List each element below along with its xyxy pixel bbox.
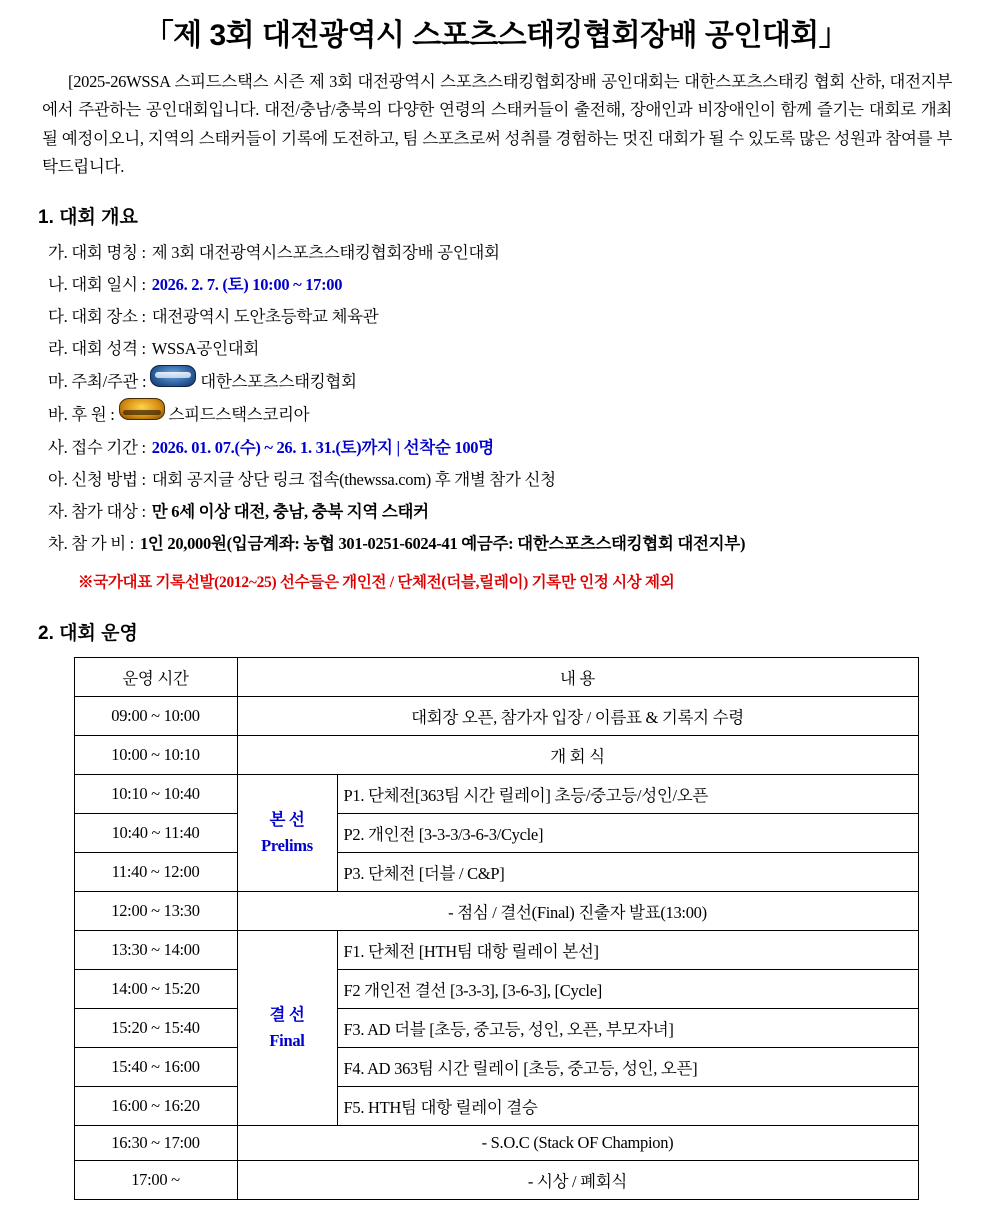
phase-final-kr: 결 선	[269, 1004, 305, 1024]
table-row	[74, 970, 918, 1009]
schedule-time-2: 10:10 ~ 10:40	[74, 775, 237, 814]
overview-label-3: 라. 대회 성격 :	[48, 339, 146, 359]
overview-value-8: 만 6세 이상 대전, 충남, 충북 지역 스태커	[151, 501, 429, 521]
overview-value-7: 대회 공지글 상단 링크 접속(thewssa.com) 후 개별 참가 신청	[151, 469, 556, 489]
eligibility-note: ※국가대표 기록선발(2012~25) 선수들은 개인전 / 단체전(더블,릴레이) 기록만 인정 시상 제외	[78, 574, 675, 592]
phase-label-prelims	[237, 775, 337, 892]
table-row	[74, 1161, 918, 1200]
table-row	[74, 931, 918, 970]
speedstacks-logo-icon	[119, 398, 165, 420]
schedule-time-0: 09:00 ~ 10:00	[74, 697, 237, 736]
schedule-time-10: 16:00 ~ 16:20	[74, 1087, 237, 1126]
overview-value-6: 2026. 01. 07.(수) ~ 26. 1. 31.(토)까지 | 선착순 100명	[151, 437, 494, 457]
overview-label-8: 자. 참가 대상 :	[48, 501, 146, 521]
list-item	[48, 269, 958, 301]
list-item	[48, 333, 958, 365]
schedule-time-7: 14:00 ~ 15:20	[74, 970, 237, 1009]
overview-label-4: 마. 주최/주관 :	[48, 372, 147, 392]
schedule-desc-2: P1. 단체전[363팀 시간 릴레이] 초등/중고등/성인/오픈	[337, 775, 918, 814]
overview-value-0: 제 3회 대전광역시스포츠스태킹협회장배 공인대회	[151, 242, 500, 262]
table-row	[74, 697, 918, 736]
schedule-desc-3: P2. 개인전 [3-3-3/3-6-3/Cycle]	[337, 814, 918, 853]
section-2-heading: 2. 대회 운영	[38, 623, 138, 645]
list-item	[48, 464, 958, 496]
table-row	[74, 775, 918, 814]
schedule-time-11: 16:30 ~ 17:00	[74, 1126, 237, 1161]
phase-prelims-kr: 본 선	[269, 809, 305, 829]
schedule-desc-4: P3. 단체전 [더블 / C&P]	[337, 853, 918, 892]
phase-final-en: Final	[269, 1031, 305, 1051]
wssa-logo-icon	[150, 365, 196, 387]
overview-label-7: 아. 신청 방법 :	[48, 469, 146, 489]
phase-prelims-en: Prelims	[261, 836, 313, 856]
schedule-desc-11: - S.O.C (Stack OF Champion)	[237, 1126, 918, 1161]
list-item	[48, 301, 958, 333]
table-row	[74, 1009, 918, 1048]
schedule-desc-8: F3. AD 더블 [초등, 중고등, 성인, 오픈, 부모자녀]	[337, 1009, 918, 1048]
section-1-heading: 1. 대회 개요	[38, 206, 138, 228]
schedule-time-9: 15:40 ~ 16:00	[74, 1048, 237, 1087]
schedule-desc-5: - 점심 / 결선(Final) 진출자 발표(13:00)	[237, 892, 918, 931]
table-row	[74, 1087, 918, 1126]
schedule-desc-12: - 시상 / 폐회식	[237, 1161, 918, 1200]
schedule-desc-6: F1. 단체전 [HTH팀 대항 릴레이 본선]	[337, 931, 918, 970]
table-row	[74, 1048, 918, 1087]
schedule-desc-9: F4. AD 363팀 시간 릴레이 [초등, 중고등, 성인, 오픈]	[337, 1048, 918, 1087]
list-item	[48, 398, 958, 431]
overview-label-9: 차. 참 가 비 :	[48, 534, 134, 554]
overview-value-1: 2026. 2. 7. (토) 10:00 ~ 17:00	[151, 274, 343, 294]
schedule-time-5: 12:00 ~ 13:30	[74, 892, 237, 931]
overview-label-6: 사. 접수 기간 :	[48, 437, 146, 457]
list-item	[48, 237, 958, 269]
column-header-time: 운영 시간	[74, 658, 237, 697]
table-header-row	[74, 658, 918, 697]
overview-value-4: 대한스포츠스태킹협회	[200, 372, 357, 392]
table-row	[74, 1126, 918, 1161]
column-header-content: 내 용	[237, 658, 918, 697]
list-item	[48, 496, 958, 528]
table-row	[74, 814, 918, 853]
overview-value-5: 스피드스택스코리아	[168, 405, 310, 425]
table-row	[74, 736, 918, 775]
fee-amount: 1인 20,000원	[139, 534, 227, 554]
list-item	[48, 528, 958, 560]
phase-label-final	[237, 931, 337, 1126]
overview-label-2: 다. 대회 장소 :	[48, 306, 146, 326]
overview-value-2: 대전광역시 도안초등학교 체육관	[151, 306, 379, 326]
table-row	[74, 892, 918, 931]
schedule-time-3: 10:40 ~ 11:40	[74, 814, 237, 853]
overview-label-5: 바. 후 원 :	[48, 405, 115, 425]
schedule-time-6: 13:30 ~ 14:00	[74, 931, 237, 970]
overview-list	[48, 237, 958, 561]
list-item	[48, 365, 958, 398]
schedule-time-4: 11:40 ~ 12:00	[74, 853, 237, 892]
fee-detail: (입금계좌: 농협 301-0251-6024-41 예금주: 대한스포츠스태킹협회 대전지부)	[226, 534, 746, 554]
schedule-desc-1: 개 회 식	[237, 736, 918, 775]
overview-value-3: WSSA공인대회	[151, 339, 259, 359]
schedule-desc-10: F5. HTH팀 대항 릴레이 결승	[337, 1087, 918, 1126]
schedule-desc-0: 대회장 오픈, 참가자 입장 / 이름표 & 기록지 수령	[237, 697, 918, 736]
table-row	[74, 853, 918, 892]
overview-label-1: 나. 대회 일시 :	[48, 274, 146, 294]
schedule-time-12: 17:00 ~	[74, 1161, 237, 1200]
page-title: 「제 3회 대전광역시 스포츠스태킹협회장배 공인대회」	[143, 19, 849, 52]
overview-label-0: 가. 대회 명칭 :	[48, 242, 146, 262]
list-item	[48, 432, 958, 464]
schedule-time-1: 10:00 ~ 10:10	[74, 736, 237, 775]
intro-paragraph: [2025-26WSSA 스피드스택스 시즌 제 3회 대전광역시 스포츠스태킹협회장배 공인대회는 대한스포츠스태킹 협회 산하, 대전지부에서 주관하는 공인대회입니다. 대전/충남/충북의 다양한 연령의 스태커들이 출전해, 장애인과 비장애인이 함께 즐기는 대회로 개최될 예정이오니, 지역의 스태커들이 기록에 도전하고, 팀 스포츠로써 성취를 경험하는 멋진 대회가 될 수 있도록 많은 성원과 참여를 부탁드립니다.	[42, 72, 952, 177]
schedule-time-8: 15:20 ~ 15:40	[74, 1009, 237, 1048]
schedule-table	[74, 657, 919, 1200]
schedule-desc-7: F2 개인전 결선 [3-3-3], [3-6-3], [Cycle]	[337, 970, 918, 1009]
